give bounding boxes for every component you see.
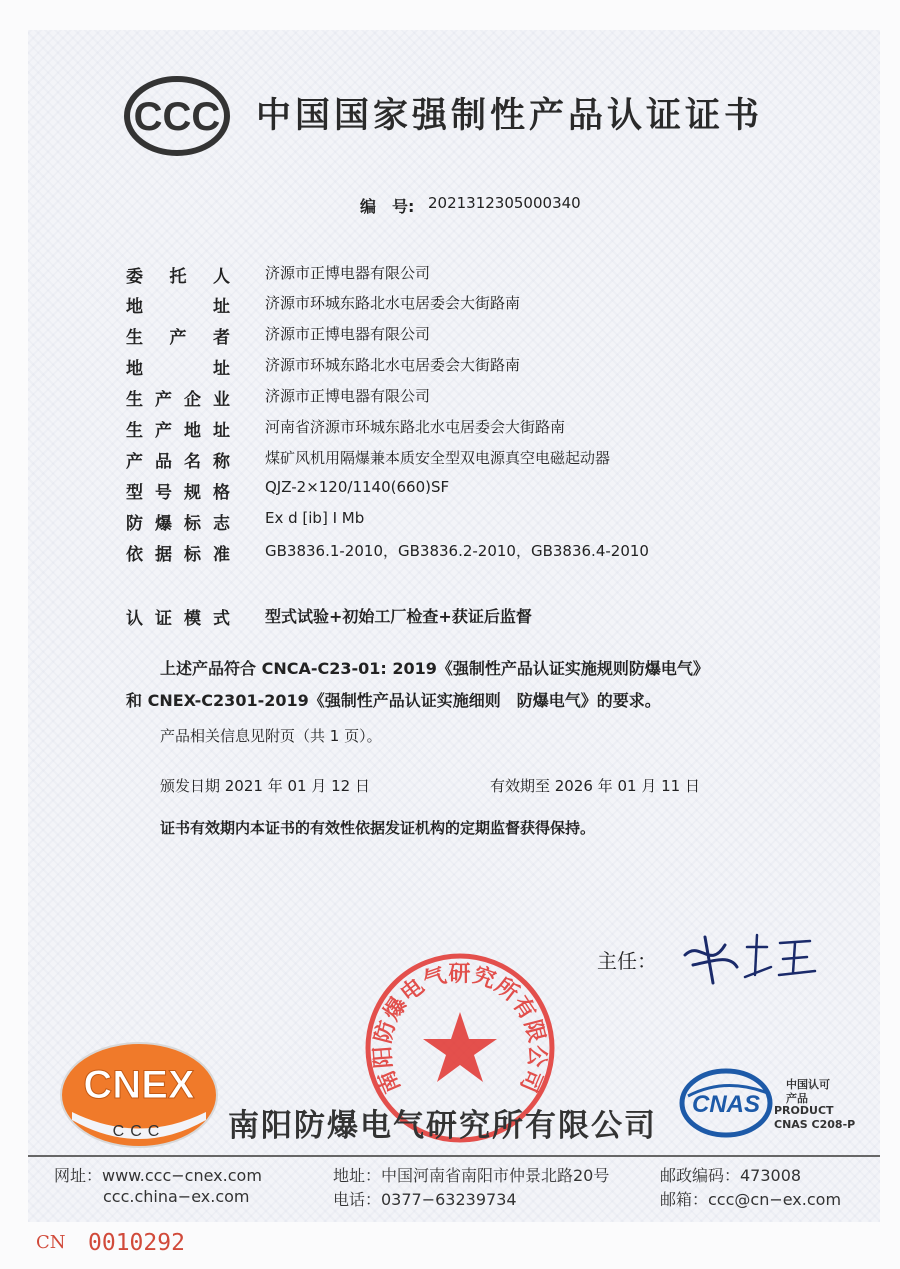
- director-signature: [675, 925, 825, 990]
- field-model: [126, 478, 766, 506]
- footer-email: 邮箱：ccc@cn−ex.com: [660, 1190, 842, 1209]
- certificate-number: 2021312305000340: [428, 194, 581, 212]
- field-label: 地址: [126, 297, 230, 317]
- footer-website: 网址：www.ccc−cnex.com: [54, 1166, 262, 1185]
- certification-mode-label: 认证模式: [126, 609, 230, 629]
- field-manufacturer: [126, 323, 766, 351]
- conformity-statement-line2: 和 CNEX-C2301-2019《强制性产品认证实施细则 防爆电气》的要求。: [126, 691, 661, 710]
- field-label: 地址: [126, 359, 230, 379]
- field-label: 型号规格: [126, 483, 230, 503]
- cnas-caption-3: PRODUCT: [774, 1104, 834, 1117]
- seal-text: 南阳防爆电气研究所有限公司: [370, 961, 550, 1097]
- cnex-logo-sub: CCC: [112, 1123, 166, 1140]
- field-factory: [126, 385, 766, 413]
- field-label: 生产企业: [126, 390, 230, 410]
- field-applicant-address: [126, 292, 766, 320]
- field-label: 防爆标志: [126, 514, 230, 534]
- field-label: 产品名称: [126, 452, 230, 472]
- footer-phone: 电话：0377−63239734: [333, 1190, 517, 1209]
- number-label: 编 号:: [360, 197, 415, 216]
- field-applicant: [126, 262, 766, 290]
- field-value: 济源市环城东路北水屯居委会大街路南: [265, 356, 521, 374]
- related-info-note: 产品相关信息见附页（共 1 页）。: [160, 727, 382, 745]
- issuing-organization: 南阳防爆电气研究所有限公司: [228, 1108, 657, 1144]
- field-value: 济源市正博电器有限公司: [265, 325, 431, 343]
- director-label: 主任：: [597, 949, 657, 973]
- validity-note: 证书有效期内本证书的有效性依据发证机构的定期监督获得保持。: [160, 819, 596, 837]
- field-standards: [126, 540, 766, 568]
- certificate-title: 中国国家强制性产品认证证书: [256, 96, 764, 136]
- field-product-name: [126, 447, 766, 475]
- issue-date: 颁发日期 2021 年 01 月 12 日: [160, 777, 370, 795]
- field-value: GB3836.1-2010，GB3836.2-2010，GB3836.4-2010: [265, 542, 649, 560]
- field-label: 委托人: [126, 267, 230, 287]
- cnas-caption-4: CNAS C208-P: [774, 1118, 856, 1131]
- cnas-caption-2: 产品: [786, 1092, 808, 1105]
- cnex-logo-text: CNEX: [83, 1063, 195, 1107]
- footer-postcode: 邮政编码：473008: [660, 1166, 802, 1185]
- cnas-logo-text: CNAS: [691, 1091, 761, 1118]
- ccc-logo: [123, 75, 231, 157]
- field-factory-address: [126, 416, 766, 444]
- valid-until-date: 有效期至 2026 年 01 月 11 日: [490, 777, 700, 795]
- field-value: 济源市正博电器有限公司: [265, 264, 431, 282]
- cnas-logo: [678, 1066, 786, 1140]
- certification-mode-value: 型式试验+初始工厂检查+获证后监督: [265, 607, 532, 626]
- conformity-statement-line1: 上述产品符合 CNCA-C23-01: 2019《强制性产品认证实施规则防爆电气》: [160, 659, 709, 678]
- footer-website-2: ccc.china−ex.com: [103, 1187, 250, 1206]
- field-label: 生产地址: [126, 421, 230, 441]
- field-value: Ex d [ib] Ⅰ Mb: [265, 509, 365, 527]
- serial-prefix: CN: [36, 1232, 66, 1253]
- field-manufacturer-address: [126, 354, 766, 382]
- footer-address: 地址：中国河南省南阳市仲景北路20号: [333, 1166, 610, 1185]
- field-ex-marking: [126, 509, 766, 537]
- field-value: 济源市正博电器有限公司: [265, 387, 431, 405]
- field-label: 依据标准: [126, 545, 230, 565]
- field-label: 生产者: [126, 328, 230, 348]
- cnex-logo: [58, 1040, 220, 1150]
- seal-star-icon: [423, 1012, 497, 1082]
- cnas-caption-1: 中国认可: [786, 1078, 830, 1091]
- field-value: QJZ-2×120/1140(660)SF: [265, 478, 450, 496]
- field-value: 济源市环城东路北水屯居委会大街路南: [265, 294, 521, 312]
- ccc-logo-text: CCC: [133, 95, 221, 139]
- field-value: 煤矿风机用隔爆兼本质安全型双电源真空电磁起动器: [265, 449, 611, 467]
- serial-number: 0010292: [88, 1230, 185, 1256]
- field-value: 河南省济源市环城东路北水屯居委会大街路南: [265, 418, 566, 436]
- footer-divider: [28, 1155, 880, 1157]
